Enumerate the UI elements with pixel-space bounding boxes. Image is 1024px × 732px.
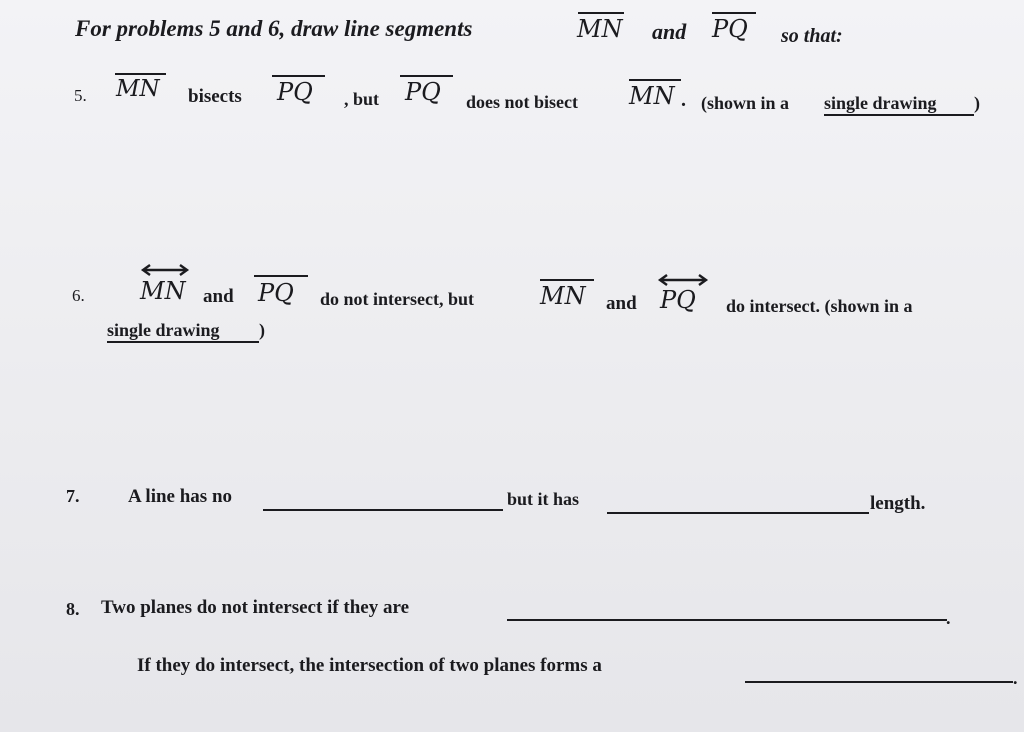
line-arrow-icon	[657, 273, 709, 287]
segment-bar	[578, 12, 624, 14]
answer-blank[interactable]	[507, 619, 947, 621]
text-but-it-has: but it has	[507, 489, 580, 509]
segment-bar	[272, 75, 325, 77]
note-shown-in-a: (shown in a	[701, 93, 790, 113]
header-segment-mn: MN	[577, 15, 623, 43]
segment-bar	[712, 12, 756, 14]
problem-number: 5.	[74, 86, 87, 105]
text-and: and	[606, 293, 637, 314]
answer-blank[interactable]	[263, 509, 503, 511]
text-a-line-has-no: A line has no	[128, 486, 233, 507]
underline	[824, 114, 974, 116]
text-period: .	[681, 89, 686, 111]
text-two-planes: Two planes do not intersect if they are	[101, 597, 410, 618]
header-instruction: For problems 5 and 6, draw line segments	[75, 16, 473, 41]
line-mn: MN	[140, 277, 186, 305]
header-segment-pq: PQ	[712, 15, 748, 43]
segment-pq: PQ	[405, 78, 441, 106]
text-intersection-forms: If they do intersect, the intersection of two planes forms a	[137, 655, 602, 676]
segment-bar	[400, 75, 453, 77]
text-do-not-intersect: do not intersect, but	[320, 289, 474, 309]
problem-number: 7.	[66, 486, 80, 506]
header-so-that: so that:	[781, 25, 843, 47]
segment-bar	[540, 279, 594, 281]
text-but: , but	[344, 89, 380, 109]
text-bisects: bisects	[188, 86, 242, 107]
segment-mn: MN	[540, 282, 586, 310]
answer-blank[interactable]	[607, 512, 869, 514]
segment-bar	[115, 73, 166, 75]
text-period: .	[1013, 668, 1018, 688]
note-single-drawing: single drawing	[824, 93, 937, 113]
problem-number: 6.	[72, 286, 85, 305]
segment-mn: MN	[629, 82, 675, 110]
text-does-not-bisect: does not bisect	[466, 92, 578, 112]
header-and: and	[652, 19, 687, 44]
note-close-paren: )	[259, 320, 265, 340]
note-single-drawing: single drawing	[107, 320, 220, 340]
text-length: length.	[870, 493, 926, 514]
segment-pq: PQ	[277, 78, 313, 106]
line-arrow-icon	[140, 263, 190, 277]
text-period: .	[946, 608, 951, 628]
answer-blank[interactable]	[745, 681, 1013, 683]
segment-pq: PQ	[258, 279, 294, 307]
line-pq: PQ	[660, 286, 696, 314]
note-close-paren: )	[974, 93, 980, 113]
problem-number: 8.	[66, 599, 80, 619]
segment-mn: MN	[116, 76, 160, 102]
segment-bar	[254, 275, 308, 277]
segment-bar	[629, 79, 681, 81]
underline	[107, 341, 259, 343]
text-and: and	[203, 286, 234, 307]
text-do-intersect: do intersect. (shown in a	[726, 296, 913, 316]
